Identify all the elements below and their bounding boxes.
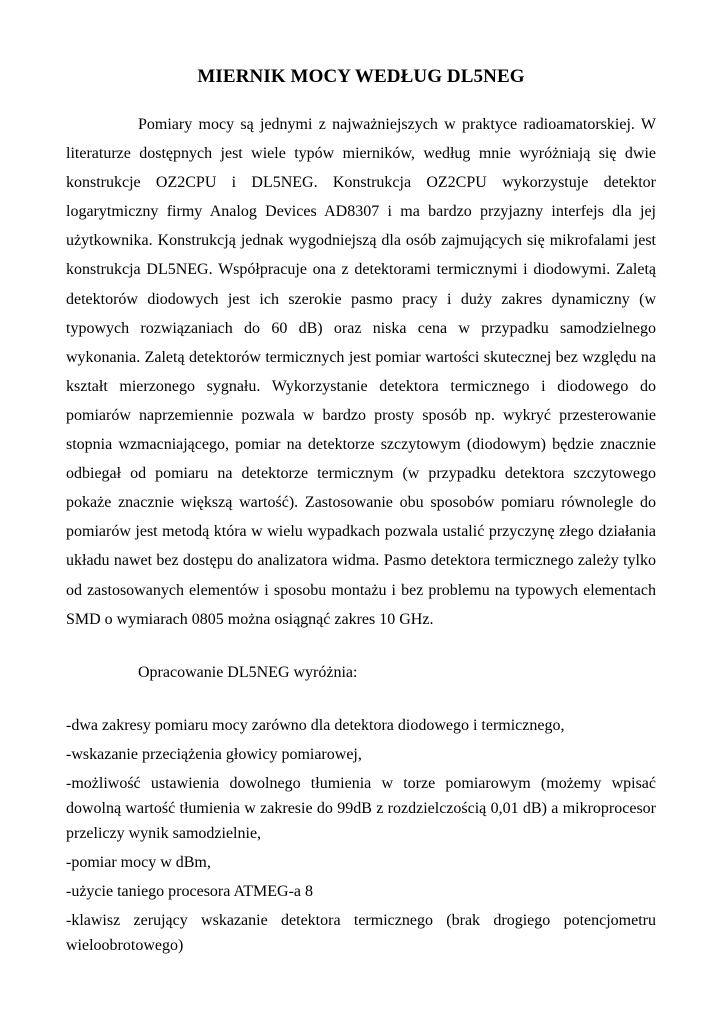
document-title: MIERNIK MOCY WEDŁUG DL5NEG [197, 66, 525, 87]
features-intro: Opracowanie DL5NEG wyróżnia: [138, 663, 358, 681]
document-page [66, 66, 656, 962]
feature-item: -klawisz zerujący wskazanie detektora termicznego (brak drogiego potencjometru wieloobrotowego) [66, 911, 656, 954]
feature-item: -użycie taniego procesora ATMEG-a 8 [66, 882, 314, 900]
main-paragraph: Pomiary mocy są jednymi z najważniejszych w praktyce radioamatorskiej. W literaturze dostępnych jest wiele typów mierników, według mnie wyróżniają się dwie konstrukcje OZ2CPU i DL5NEG. Konstrukcja OZ2CPU wykorzystuje detektor logarytmiczny firmy Analog Devices AD8307 i ma bardzo przyjazny interfejs dla jej użytkownika. Konstrukcją jednak wygodniejszą dla osób zajmujących się mikrofalami jest konstrukcja DL5NEG. Współpracuje ona z detektorami termicznymi i diodowymi. Zaletą detektorów diodowych jest ich szerokie pasmo pracy i duży zakres dynamiczny (w typowych rozwiązaniach do 60 dB) oraz niska cena w przypadku samodzielnego wykonania. Zaletą detektorów termicznych jest pomiar wartości skutecznej bez względu na kształt mierzonego sygnału. Wykorzystanie detektora termicznego i diodowego do pomiarów naprzemiennie pozwala w bardzo prosty sposób np. wykryć przesterowanie stopnia wzmacniającego, pomiar na detektorze szczytowym (diodowym) będzie znacznie odbiegał od pomiaru na detektorze termicznym (w przypadku detektora szczytowego pokaże znacznie większą wartość). Zastosowanie obu sposobów pomiaru równolegle do pomiarów jest metodą która w wielu wypadkach pozwala ustalić przyczynę złego działania układu nawet bez dostępu do analizatora widma. Pasmo detektora termicznego zależy tylko od zastosowanych elementów i sposobu montażu i bez problemu na typowych elementach SMD o wymiarach 0805 można osiągnąć zakres 10 GHz. [66, 116, 656, 628]
feature-item: -możliwość ustawienia dowolnego tłumienia w torze pomiarowym (możemy wpisać dowolną wartość tłumienia w zakresie do 99dB z rozdzielczością 0,01 dB) a mikroprocesor przeliczy wynik samodzielnie, [66, 774, 656, 842]
feature-item: -pomiar mocy w dBm, [66, 853, 211, 871]
feature-item: -wskazanie przeciążenia głowicy pomiarowej, [66, 745, 362, 763]
features-list [66, 713, 656, 958]
feature-item: -dwa zakresy pomiaru mocy zarówno dla detektora diodowego i termicznego, [66, 716, 565, 734]
